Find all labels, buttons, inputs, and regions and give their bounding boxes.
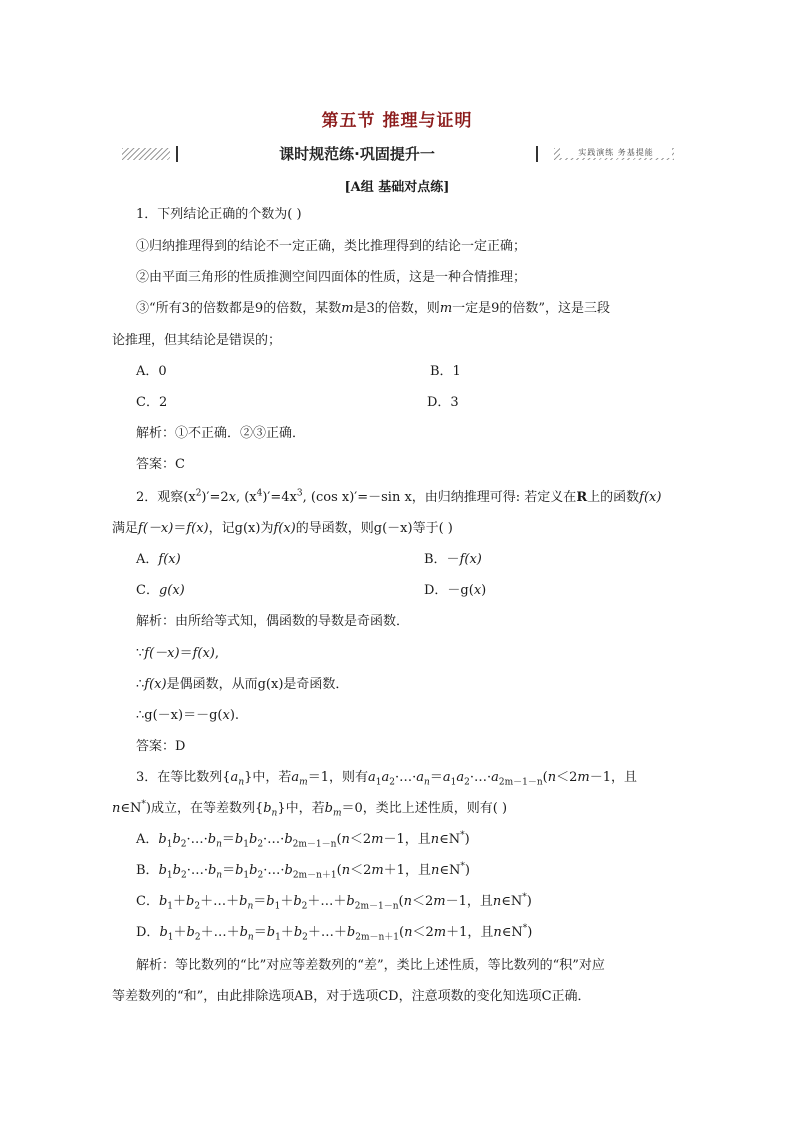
- q2-option-d: D．－g(x): [424, 583, 487, 598]
- q2-option-a: A．f(x): [136, 552, 181, 567]
- q1-option-b: B．1: [430, 364, 461, 379]
- banner-hatch-left: [122, 148, 170, 160]
- q3-analysis: 解析：等比数列的“比”对应等差数列的“差”，类比上述性质，等比数列的“积”对应: [136, 958, 605, 973]
- q2-analysis: 解析：由所给等式知，偶函数的导数是奇函数．: [136, 614, 410, 629]
- q3-option-d: D．$b_1+b_2+\dots+b_n=b_1+b_2+\dots+b_{2m-n+1}(n<2m+1$，且n∈N*): [136, 923, 533, 943]
- q1-option-c: C．2: [136, 395, 168, 410]
- q2-answer: 答案：D: [136, 739, 186, 754]
- q2-step-2: ∴f(x)是偶函数，从而g(x)是奇函数．: [136, 677, 349, 692]
- banner-bar-right: [536, 146, 538, 162]
- q3-stem: 3．在等比数列$\{a_n\}$中，若$a_m=1$，则有$a_1a_2\cdot\dots\cdot a_n=a_1a_2\cdot\dots\cdot a_{2m-1-n}(n<2m-1$，且: [136, 770, 637, 788]
- q1-statement-3: ③“所有3的倍数都是9的倍数，某数m是3的倍数，则m一定是9的倍数”，这是三段: [136, 301, 611, 316]
- q3-option-c: C．$b_1+b_2+\dots+b_n=b_1+b_2+\dots+b_{2m-1-n}(n<2m-1$，且n∈N*): [136, 892, 532, 912]
- q1-option-d: D．3: [427, 395, 459, 410]
- q2-option-b: B．－f(x): [424, 552, 482, 567]
- q3-option-b: B．$b_1b_2\cdot\dots\cdot b_n=b_1b_2\cdot\dots\cdot b_{2m-n+1}(n<2m+1$，且n∈N*): [136, 861, 470, 881]
- banner-bar-left: [176, 146, 178, 162]
- q2-step-1: ∵f(－x)＝f(x),: [136, 646, 220, 661]
- q1-statement-2: ②由平面三角形的性质推测空间四面体的性质，这是一种合情推理；: [136, 270, 527, 285]
- q1-stem: 1．下列结论正确的个数为( ): [136, 207, 302, 222]
- page-title: 第五节 推理与证明: [321, 111, 473, 131]
- q2-stem: 2．观察$(x^2)'=2x$, $(x^4)'=4x^3$, (cos x)′=－sin x，由归纳推理可得: 若定义在R上的函数f(x): [136, 488, 662, 505]
- banner-motto: 实践演练 务基提能: [560, 147, 672, 158]
- q1-option-a: A．0: [136, 364, 167, 379]
- banner-title: 课时规范练·巩固提升一: [279, 145, 435, 163]
- q1-statement-3-cont: 论推理，但其结论是错误的；: [112, 333, 282, 348]
- q3-stem-cont: n∈N*)成立，在等差数列$\{b_n\}$中，若$b_m=0$，类比上述性质，则有( ): [112, 799, 508, 819]
- section-banner: [122, 146, 674, 162]
- q2-option-c: C．g(x): [136, 583, 185, 598]
- q2-stem-cont: 满足f(－x)＝f(x)，记g(x)为f(x)的导函数，则g(－x)等于( ): [112, 521, 453, 536]
- q1-statement-1: ①归纳推理得到的结论不一定正确，类比推理得到的结论一定正确；: [136, 239, 527, 254]
- q2-step-3: ∴g(－x)＝－g(x).: [136, 708, 240, 723]
- q3-option-a: A．$b_1b_2\cdot\dots\cdot b_n=b_1b_2\cdot\dots\cdot b_{2m-1-n}(n<2m-1$，且n∈N*): [136, 830, 470, 850]
- q1-answer: 答案：C: [136, 457, 185, 472]
- q1-analysis: 解析：①不正确．②③正确．: [136, 426, 306, 441]
- group-heading: [A组 基础对点练]: [344, 180, 450, 195]
- q3-analysis-cont: 等差数列的“和”，由此排除选项AB，对于选项CD，注意项数的变化知选项C正确．: [112, 989, 591, 1004]
